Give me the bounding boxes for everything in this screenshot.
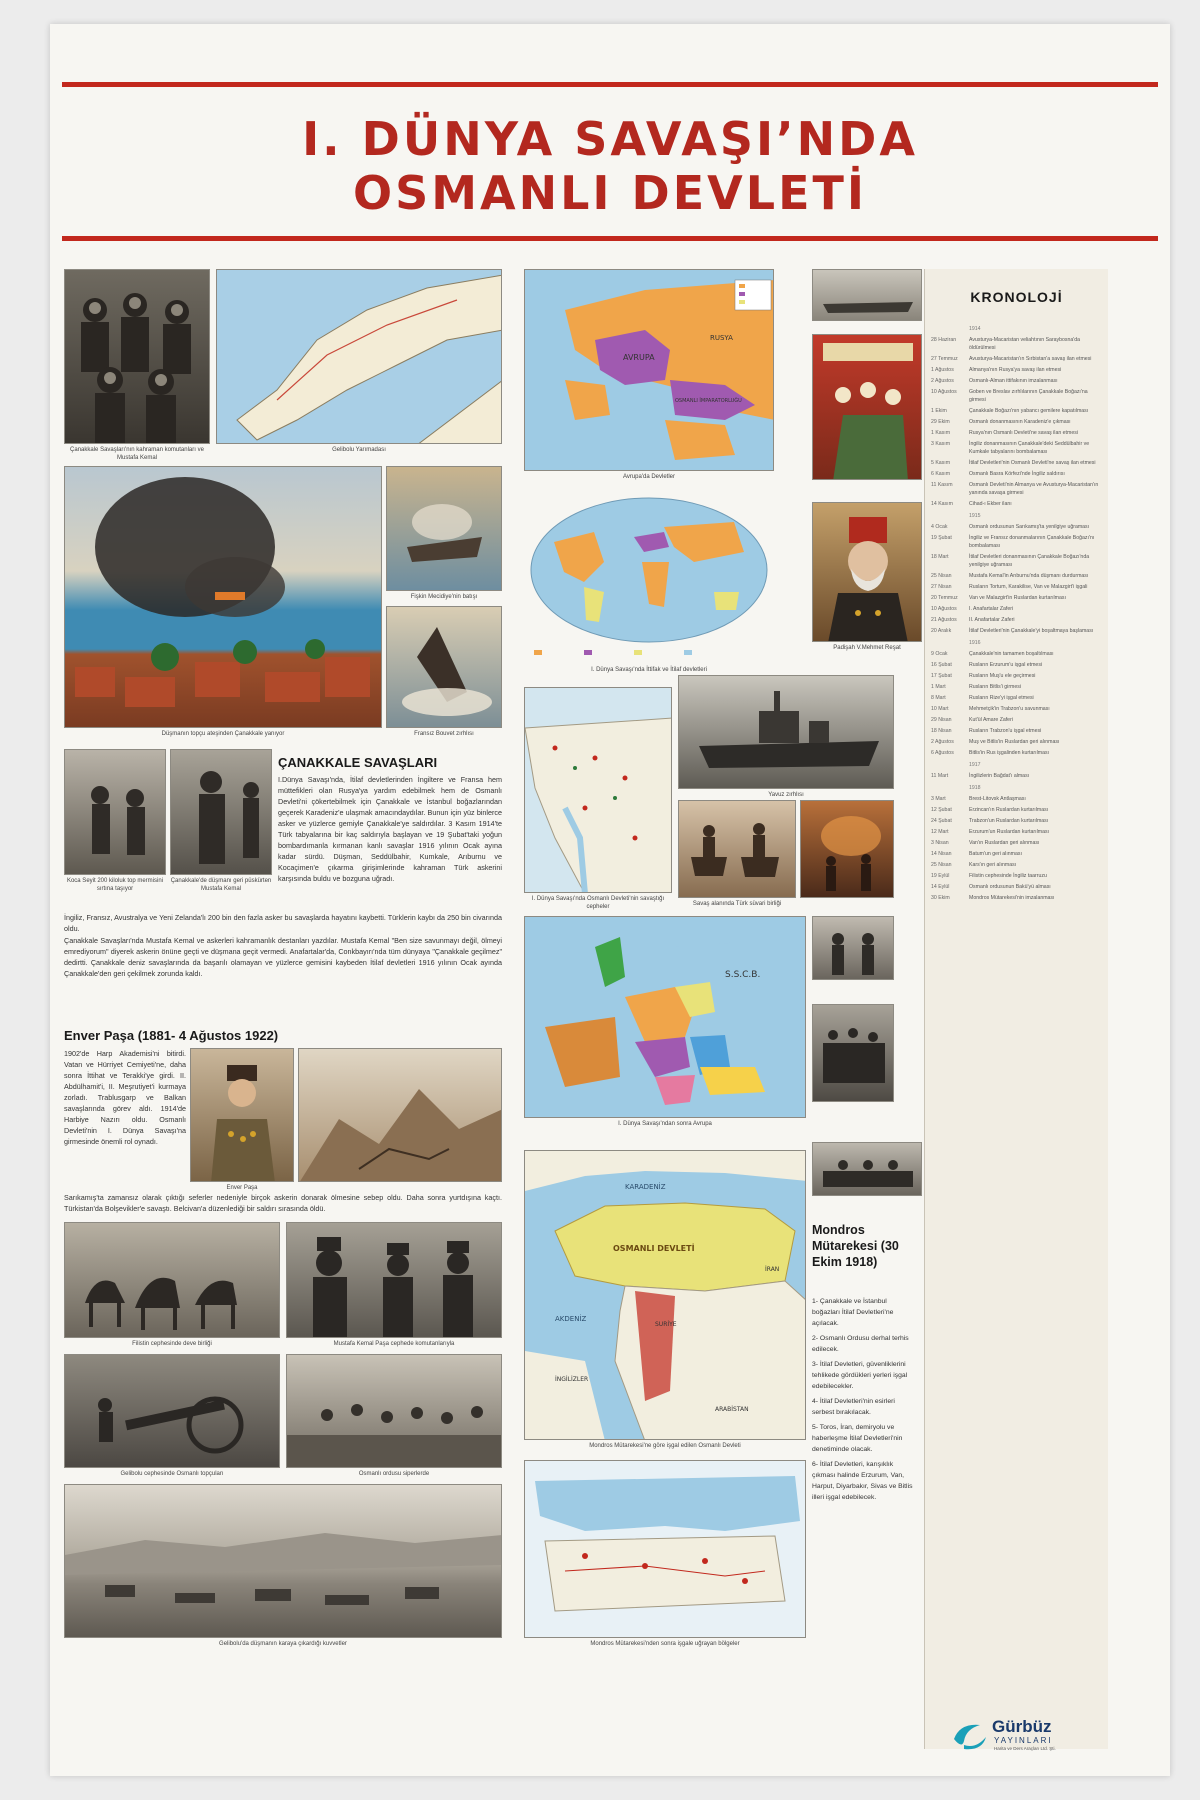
kronoloji-row (931, 817, 1102, 825)
kronoloji-row (931, 336, 1102, 352)
kronoloji-row (931, 388, 1102, 404)
europe-after-map (524, 916, 806, 1118)
europe-caption: Avrupa'da Devletler (622, 474, 676, 480)
kronoloji-date: 8 Mart (931, 695, 946, 701)
kronoloji-event: Osmanlı-Alman ittifakının imzalanması (969, 378, 1058, 384)
cihad-poster (812, 334, 922, 480)
kronoloji-row (931, 850, 1102, 858)
mustafa-kemal-caption: Çanakkale'de düşmanı geri püskürten Mustafa Kemal (170, 878, 272, 892)
ottoman-map-caption: Mondros Mütarekesi'ne göre işgal edilen Osmanlı Devleti (589, 1443, 741, 1449)
kronoloji-row (931, 594, 1102, 602)
kronoloji-row (931, 355, 1102, 363)
kronoloji-row (931, 650, 1102, 658)
kronoloji-event: Çanakkale'nin tamamen boşaltılması (969, 651, 1054, 657)
kronoloji-date: 20 Temmuz (931, 595, 958, 601)
kronoloji-event: Erzurum'un Ruslardan kurtarılması (969, 829, 1049, 835)
fire-caption: Düşmanın topçu ateşinden Çanakkale yanıyor (161, 731, 285, 737)
kronoloji-event: Almanya'nın Rusya'ya savaş ilan etmesi (969, 367, 1062, 373)
officers-caption: Mustafa Kemal Paşa cephede komutanlarıyla (333, 1341, 455, 1347)
ship-painting-1 (386, 466, 502, 591)
mondros-item-2: 2- Osmanlı Ordusu derhal terhis edilecek. (812, 1335, 909, 1353)
kronoloji-row (931, 806, 1102, 814)
poster-title-line2: OSMANLI DEVLETİ (353, 166, 867, 220)
mondros-item-6: 6- İtilaf Devletleri, karışıklık çıkması halinde Erzurum, Van, Harput, Diyarbakır, Sivas ve Bitlis illeri işgal edebilecek. (812, 1461, 913, 1501)
kronoloji-row (931, 377, 1102, 385)
kronoloji-event: İngiliz ve Fransız donanmalarının Çanakkale Boğazı'nı bombalaması (969, 535, 1095, 549)
kronoloji-date: 2 Ağustos (931, 739, 954, 745)
kronoloji-event: Rusların Bitlis'i girmesi (969, 684, 1022, 690)
kronoloji-row (931, 605, 1102, 613)
mondros-item-4: 4- İtilaf Devletleri'nin esirleri serbest bırakılacak. (812, 1398, 895, 1416)
mideast-caption: I. Dünya Savaşı'nda Osmanlı Devleti'nin savaştığı cepheler (531, 896, 665, 910)
kronoloji-event: Rusların Tortum, Karakilise, Van ve Malazgirt'i işgali (969, 584, 1088, 590)
kronoloji-date: 19 Eylül (931, 873, 950, 879)
kronoloji-event: Trabzon'un Ruslardan kurtarılması (969, 818, 1049, 824)
kronoloji-event: Osmanlı ordusunun Sarıkamış'ta yenilgiye uğraması (969, 524, 1090, 530)
kronoloji-row (931, 894, 1102, 902)
europe-after-caption: I. Dünya Savaşı'ndan sonra Avrupa (618, 1121, 712, 1127)
battleship-photo (678, 675, 894, 789)
kronoloji-date: 9 Ocak (931, 651, 948, 657)
mondros-item-1: 1- Çanakkale ve İstanbul boğazları İtilaf Devletleri'ne açılacak. (812, 1298, 894, 1327)
kronoloji-event: İngilizlerin Bağdat'ı alması (969, 773, 1030, 779)
canakkale-text-1 (278, 774, 502, 910)
panorama-photo (64, 1484, 502, 1638)
logo-tagline: Harita ve Ders Araçları Ltd. Şti. (994, 1746, 1056, 1751)
kronoloji-row (931, 366, 1102, 374)
kronoloji-row (931, 523, 1102, 531)
mondros-item-3: 3- İtilaf Devletleri, güvenliklerini tehlikede gördükleri yerleri işgal edebilecekler. (812, 1361, 908, 1390)
canakkale-paragraph-1: I.Dünya Savaşı'nda, İtilaf devletlerinden İngiltere ve Fransa hem müttefikleri olan Rusya'ya yardım edebilmek hem de Osmanlı Devleti'ni çökertebilmek için Çanakkale ve İstanbul boğazlarından geçerek Karadeniz'e ulaşmak amacındaydılar. Bunun için yüz binlerce asker ve yüzlerce gemiyle Çanakkale'ye saldırdılar. 3 Kasım 1914'te Türk tabyalarına bir kaç saldırıyla başlayan ve 19 Şubat'taki yoğun bombardımanla kırmanan kanlı savaşlar 1916 yılının Ocak ayına kadar sürdü. Düşman, Seddülbahir, Kumkale, Arıburnu ve Kocaçimen'e çıkarma girişimlerinde kahraman Türk askerini karşısında buldu ve bozguna uğradı. (278, 775, 502, 883)
kronoloji-event: Rusların Trabzon'u işgal etmesi (969, 728, 1042, 734)
kronoloji-date: 16 Şubat (931, 662, 952, 668)
kronoloji-row (931, 661, 1102, 669)
kronoloji-event: Avusturya-Macaristan'ın Sırbistan'a savaş ilan etmesi (969, 356, 1092, 362)
kronoloji-panel (924, 269, 1108, 1749)
logo-name: Gürbüz (992, 1717, 1052, 1736)
map-label-ingilizler: İNGİLİZLER (555, 1376, 589, 1383)
mountain-painting (298, 1048, 502, 1182)
kronoloji-row (931, 883, 1102, 891)
kronoloji-event: Muş ve Bitlis'in Ruslardan geri alınması (969, 739, 1060, 745)
cavalry-caption: Savaş alanında Türk süvari birliği (692, 901, 782, 907)
kronoloji-year: 1914 (969, 326, 981, 332)
kronoloji-row (931, 500, 1102, 508)
panorama-caption: Gelibolu'da düşmanın karaya çıkardığı kuvvetler (219, 1641, 347, 1647)
kronoloji-date: 4 Ocak (931, 524, 948, 530)
kronoloji-event: Osmanlı donanmasının Karadeniz'e çıkması (969, 419, 1071, 425)
kronoloji-year: 1918 (969, 785, 981, 791)
mondros-list (812, 1296, 916, 1504)
kronoloji-date: 11 Mart (931, 773, 949, 779)
kronoloji-date: 29 Ekim (931, 419, 950, 425)
map-label-arabistan: ARABİSTAN (715, 1406, 749, 1413)
kronoloji-event: Mondros Mütarekesi'nin imzalanması (969, 895, 1055, 901)
ottoman-map (524, 1150, 806, 1440)
kronoloji-event: Rusların Erzurum'u işgal etmesi (969, 662, 1043, 668)
kronoloji-event: Van'ın Ruslardan geri alınması (969, 840, 1040, 846)
kronoloji-event: İtilaf Devletleri'nin Osmanlı Devleti'ne savaş ilan etmesi (969, 460, 1096, 466)
officers-photo (286, 1222, 502, 1338)
kronoloji-event: Rusya'nın Osmanlı Devleti'ne savaş ilan etmesi (969, 430, 1078, 436)
enver-portrait-caption: Enver Paşa (226, 1185, 258, 1191)
ship-caption-2: Fransız Bouvet zırhlısı (414, 731, 474, 737)
cannon-caption: Gelibolu cephesinde Osmanlı topçuları (120, 1471, 224, 1477)
kronoloji-event: Kars'ın geri alınması (969, 862, 1017, 868)
mondros-heading: Mondros Mütarekesi (30 Ekim 1918) (812, 1223, 899, 1269)
enver-text-2: Sarıkamış'ta zamansız olarak çıktığı seferler nedeniyle birçok askerin donarak ölmesine sebep oldu. Daha sonra yurtdışına kaçtı. Türkistan'da Bolşevikler'e savaştı. Belcivan'a düzenlediği bir saldırı sırasında öldü. (64, 1193, 502, 1213)
gallipoli-map-caption: Gelibolu Yarımadası (332, 447, 386, 453)
canakkale-paragraph-2: İngiliz, Fransız, Avustralya ve Yeni Zelanda'lı 200 bin den fazla asker bu savaşlarda hayatını kaybetti. Türklerin kaybı da 250 bin civarında oldu. (64, 913, 502, 933)
kronoloji-date: 5 Kasım (931, 460, 951, 466)
logo-swoosh-icon (950, 1719, 990, 1753)
kronoloji-date: 1 Kasım (931, 430, 951, 436)
kronoloji-row (931, 716, 1102, 724)
kronoloji-date: 1 Ağustos (931, 367, 954, 373)
kronoloji-event: İtilaf Devletleri'nin Çanakkale'yi boşaltmaya başlaması (969, 628, 1094, 634)
kronoloji-date: 30 Ekim (931, 895, 950, 901)
kronoloji-row (931, 481, 1102, 497)
kronoloji-date: 12 Şubat (931, 807, 952, 813)
trench-caption: Osmanlı ordusu siperlerde (358, 1471, 430, 1477)
kronoloji-date: 14 Kasım (931, 501, 953, 507)
map-label-osmanli-devleti: OSMANLI DEVLETİ (613, 1244, 695, 1253)
ship-photo-small (812, 269, 922, 321)
kronoloji-date: 27 Temmuz (931, 356, 958, 362)
kronoloji-title: KRONOLOJİ (970, 289, 1063, 305)
kronoloji-date: 11 Kasım (931, 482, 953, 488)
mondros-item-5: 5- Toros, İran, demiryolu ve haberleşme İtilaf Devletleri'nin denetiminde olacak. (812, 1424, 903, 1453)
kronoloji-event: I. Anafartalar Zaferi (969, 606, 1014, 612)
europe-map (524, 269, 774, 471)
kronoloji-row (931, 572, 1102, 580)
fire-painting (64, 466, 382, 728)
kronoloji-event: Rusların Rize'yi işgal etmesi (969, 695, 1034, 701)
kronoloji-date: 1 Ekim (931, 408, 947, 414)
map-label-sscb: S.S.C.B. (725, 970, 761, 980)
enver-heading: Enver Paşa (1881- 4 Ağustos 1922) (64, 1028, 279, 1043)
mustafa-kemal-photo (170, 749, 272, 875)
kronoloji-event: Avusturya-Macaristan veliahtının Saraybosna'da öldürülmesi (969, 337, 1081, 351)
kronoloji-row (931, 861, 1102, 869)
kronoloji-row (931, 418, 1102, 426)
kronoloji-row (931, 738, 1102, 746)
map-label-karadeniz: KARADENİZ (625, 1183, 666, 1191)
kronoloji-date: 18 Mart (931, 554, 949, 560)
kronoloji-event: Rusların Muş'u ele geçirmesi (969, 673, 1036, 679)
trench-photo (286, 1354, 502, 1468)
kronoloji-date: 3 Mart (931, 796, 946, 802)
kronoloji-year: 1917 (969, 762, 981, 768)
kronoloji-event: Bitlis'in Rus işgalinden kurtarılması (969, 750, 1049, 756)
poster (50, 24, 1170, 1776)
kronoloji-row (931, 828, 1102, 836)
kronoloji-date: 21 Ağustos (931, 617, 957, 623)
kronoloji-date: 28 Haziran (931, 337, 957, 343)
pasha-photo-small (812, 916, 894, 980)
soldiers-photo (64, 269, 210, 444)
canakkale-paragraph-3: Çanakkale Savaşları'nda Mustafa Kemal ve askerleri kahramanlık destanları yazdılar. Mustafa Kemal "Ben size savunmayı değil, ölmeyi emrediyorum" diyerek askerin önüne geçti ve düşmana geçit vermedi. Anafartalar'da, Conkbayırı'nda tüm dünyaya "Çanakkale geçilmez" dedirtti. Çanakkale deniz savaşlarında da başarılı olamayan ve yüzlerce gemisini kaybeden İtilaf devletleri 1916 yılının Ocak ayında Çanakkale'den geri çekilmek zorunda kaldı. (64, 936, 502, 978)
sultan-caption: Padişah V.Mehmet Reşat (833, 645, 901, 651)
soldiers-caption: Çanakkale Savaşları'nın kahraman komutanları ve Mustafa Kemal (70, 447, 204, 461)
kronoloji-row (931, 872, 1102, 880)
kronoloji-row (931, 672, 1102, 680)
map-label-rusya: RUSYA (710, 334, 733, 342)
kronoloji-date: 25 Nisan (931, 573, 952, 579)
kronoloji-row (931, 694, 1102, 702)
kronoloji-year: 1915 (969, 513, 981, 519)
mideast-map (524, 687, 672, 893)
kronoloji-event: Osmanlı ordusunun Bakü'yü alması (969, 884, 1051, 890)
kronoloji-date: 3 Nisan (931, 840, 949, 846)
kronoloji-event: Erzincan'ın Ruslardan kurtarılması (969, 807, 1049, 813)
canakkale-heading: ÇANAKKALE SAVAŞLARI (278, 755, 438, 770)
cavalry-photo (678, 800, 796, 898)
kronoloji-row (931, 470, 1102, 478)
kronoloji-date: 10 Mart (931, 706, 949, 712)
kronoloji-date: 6 Ağustos (931, 750, 954, 756)
kronoloji-event: Van ve Malazgirt'in Ruslardan kurtarılması (969, 595, 1066, 601)
enver-text-1: 1902'de Harp Akademisi'ni bitirdi. Vatan ve Hürriyet Cemiyeti'ne, daha sonra İttihat ve Terakki'ye girdi. II. Abdülhamit'i, II. Meşrutiyet'i kurmaya zorladı. Trablusgarp ve Balkan savaşlarında görev aldı. 1914'de Harbiye Nazırı oldu. Osmanlı Devleti'nin I. Dünya Savaşı'na girmesinde önemli rol oynadı. (64, 1049, 186, 1146)
map-label-osmanli: OSMANLI İMPARATORLUĞU (675, 398, 742, 404)
kronoloji-event: II. Anafartalar Zaferi (969, 617, 1015, 623)
kronoloji-event: Osmanlı Basra Körfezi'nde İngiliz saldırısı (969, 471, 1065, 477)
kronoloji-row (931, 749, 1102, 757)
kronoloji-row (931, 683, 1102, 691)
battleship-caption: Yavuz zırhlısı (768, 792, 804, 798)
canakkale-text-2 (64, 912, 502, 980)
kronoloji-event: Çanakkale Boğazı'nın yabancı gemilere kapatılması (969, 408, 1089, 414)
kronoloji-date: 12 Mart (931, 829, 949, 835)
kronoloji-row (931, 627, 1102, 635)
kronoloji-event: Brest-Litovsk Antlaşması (969, 796, 1026, 802)
world-caption: I. Dünya Savaşı'nda İttifak ve İtilaf devletleri (591, 667, 707, 673)
kronoloji-date: 14 Eylül (931, 884, 950, 890)
kronoloji-event: Kut'ül Amare Zaferi (969, 717, 1013, 723)
kronoloji-event: İngiliz donanmasının Çanakkale'deki Seddülbahir ve Kumkale tabyalarını bombalaması (969, 441, 1090, 455)
publisher-logo (950, 1717, 1100, 1757)
kronoloji-date: 25 Nisan (931, 862, 952, 868)
kronoloji-date: 19 Şubat (931, 535, 952, 541)
kronoloji-row (931, 583, 1102, 591)
camels-photo (64, 1222, 280, 1338)
kronoloji-event: Batum'un geri alınması (969, 851, 1022, 857)
bottom-rule (62, 236, 1158, 241)
map-label-akdeniz: AKDENİZ (555, 1315, 587, 1323)
kronoloji-date: 6 Kasım (931, 471, 951, 477)
seyit-caption: Koca Seyit 200 kiloluk top mermisini sırtına taşıyor (66, 878, 164, 892)
world-map (524, 492, 774, 664)
ship-caption-1: Fişkin Mecidiye'nin batışı (410, 594, 478, 600)
kronoloji-date: 20 Aralık (931, 628, 952, 634)
kronoloji-row (931, 839, 1102, 847)
kronoloji-event: Filistin cephesinde İngiliz taarruzu (969, 873, 1047, 879)
kronoloji-date: 14 Nisan (931, 851, 952, 857)
kronoloji-row (931, 407, 1102, 415)
battle-painting (800, 800, 894, 898)
logo-subtitle: YAYINLARI (994, 1736, 1053, 1745)
kronoloji-date: 3 Kasım (931, 441, 951, 447)
kronoloji-row (931, 534, 1102, 550)
kronoloji-year: 1916 (969, 640, 981, 646)
kronoloji-date: 29 Nisan (931, 717, 952, 723)
camels-caption: Filistin cephesinde deve birliği (132, 1341, 212, 1347)
kronoloji-row (931, 429, 1102, 437)
kronoloji-event: Mustafa Kemal'in Arıburnu'nda düşmanı durdurması (969, 573, 1089, 579)
occupation-map-caption: Mondros Mütarekesi'nden sonra işgale uğrayan bölgeler (590, 1641, 740, 1647)
kronoloji-row (931, 727, 1102, 735)
top-rule (62, 82, 1158, 87)
kronoloji-date: 10 Ağustos (931, 606, 957, 612)
kronoloji-event: Goben ve Breslav zırhlılarının Çanakkale Boğazı'na girmesi (969, 389, 1088, 403)
kronoloji-event: İtilaf Devletleri donanmasının Çanakkale Boğazı'nda yenilgiye uğraması (969, 554, 1090, 568)
poster-title-line1: I. DÜNYA SAVAŞI’NDA (302, 112, 918, 166)
kronoloji-row (931, 440, 1102, 456)
kronoloji-date: 2 Ağustos (931, 378, 954, 384)
map-label-avrupa: AVRUPA (623, 353, 655, 362)
kronoloji-date: 24 Şubat (931, 818, 952, 824)
kronoloji-event: Osmanlı Devleti'nin Almanya ve Avusturya-Macaristan'ın yanında savaşa girmesi (969, 482, 1099, 496)
gallipoli-map (216, 269, 502, 444)
kronoloji-row (931, 795, 1102, 803)
ship-painting-2 (386, 606, 502, 728)
cannon-photo (64, 1354, 280, 1468)
kronoloji-date: 10 Ağustos (931, 389, 957, 395)
map-label-iran: İRAN (765, 1266, 780, 1273)
kronoloji-row (931, 705, 1102, 713)
map-label-suriye: SURİYE (655, 1321, 677, 1328)
kronoloji-date: 1 Mart (931, 684, 946, 690)
occupation-map (524, 1460, 806, 1638)
kronoloji-row (931, 553, 1102, 569)
troops-photo-small (812, 1004, 894, 1102)
sultan-portrait (812, 502, 922, 642)
kronoloji-date: 18 Nisan (931, 728, 952, 734)
kronoloji-list (931, 321, 1102, 905)
soldiers-photo-small (812, 1142, 922, 1196)
kronoloji-date: 27 Nisan (931, 584, 952, 590)
kronoloji-event: Mehmetçik'in Trabzon'u savunması (969, 706, 1050, 712)
seyit-photo (64, 749, 166, 875)
kronoloji-row (931, 616, 1102, 624)
kronoloji-date: 17 Şubat (931, 673, 952, 679)
enver-portrait (190, 1048, 294, 1182)
kronoloji-row (931, 459, 1102, 467)
kronoloji-event: Cihad-ı Ekber ilanı (969, 501, 1012, 507)
kronoloji-row (931, 772, 1102, 780)
